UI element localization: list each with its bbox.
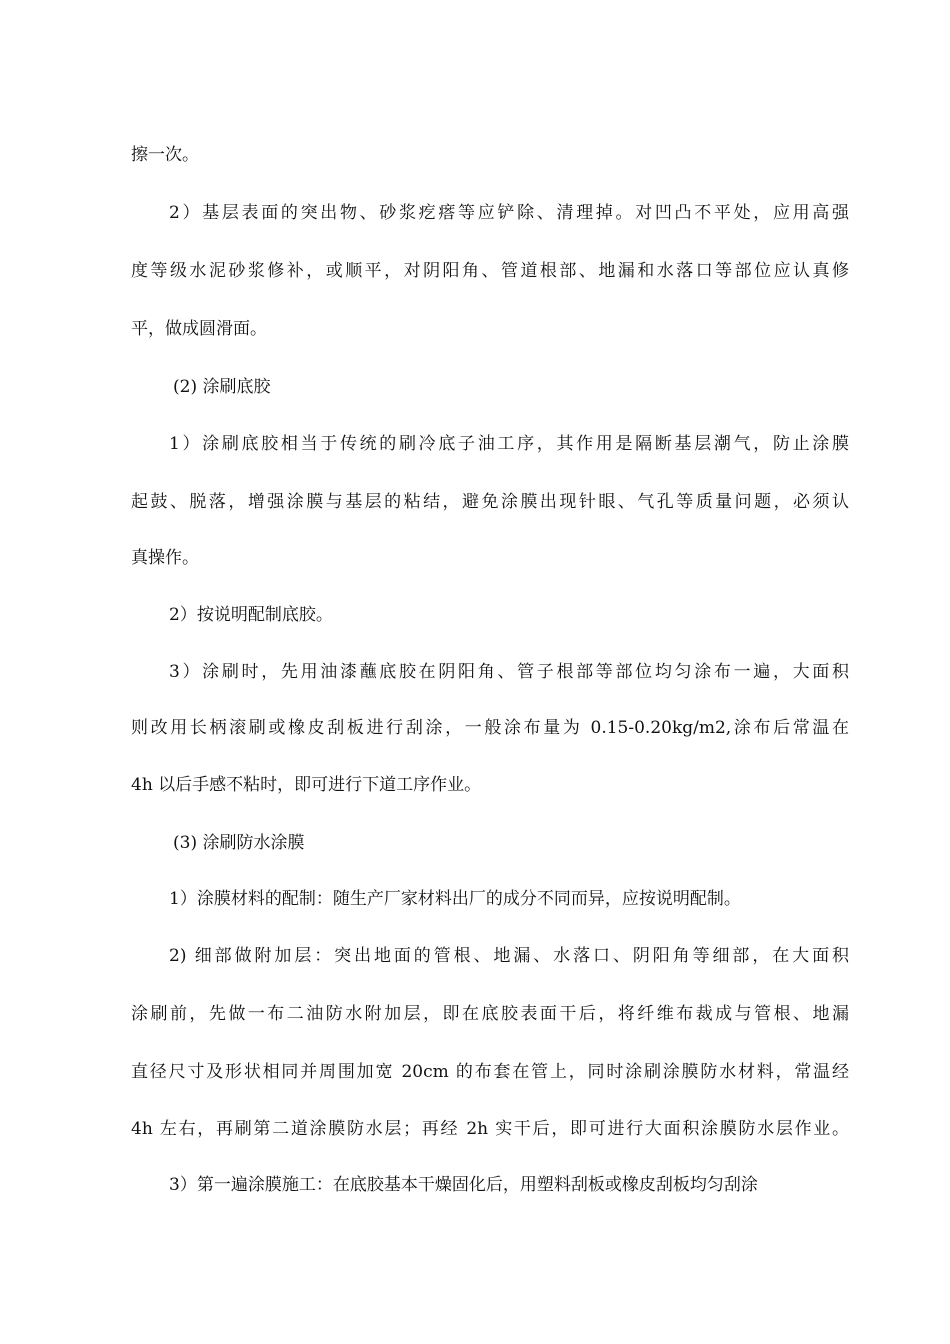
text-line: 涂刷前，先做一布二油防水附加层，即在底胶表面干后，将纤维布裁成与管根、地漏 (131, 1004, 849, 1024)
text-line: 擦一次。 (131, 145, 199, 165)
text-line: 度等级水泥砂浆修补，或顺平，对阴阳角、管道根部、地漏和水落口等部位应认真修 (131, 261, 849, 281)
text-line: 4h 左右，再刷第二道涂膜防水层；再经 2h 实干后，即可进行大面积涂膜防水层作业。 (131, 1119, 849, 1139)
text-line: 则改用长柄滚刷或橡皮刮板进行刮涂，一般涂布量为 0.15-0.20kg/m2,涂布后常温在 (131, 718, 849, 738)
text-line: 平，做成圆滑面。 (131, 319, 267, 339)
text-line: 直径尺寸及形状相同并周围加宽 20cm 的布套在管上，同时涂刷涂膜防水材料，常温经 (131, 1062, 849, 1082)
text-line: 2) 细部做附加层：突出地面的管根、地漏、水落口、阴阳角等细部，在大面积 (169, 946, 849, 966)
text-line: 1）涂刷底胶相当于传统的刷冷底子油工序，其作用是隔断基层潮气，防止涂膜 (169, 434, 849, 454)
text-line: 2）基层表面的突出物、砂浆疙瘩等应铲除、清理掉。对凹凸不平处，应用高强 (169, 203, 849, 223)
section-heading: (3) 涂刷防水涂膜 (173, 833, 305, 853)
text-line: 真操作。 (131, 548, 199, 568)
text-line: 3）第一遍涂膜施工：在底胶基本干燥固化后，用塑料刮板或橡皮刮板均匀刮涂 (169, 1175, 758, 1195)
text-line: 3）涂刷时，先用油漆蘸底胶在阴阳角、管子根部等部位均匀涂布一遍，大面积 (169, 662, 849, 682)
section-heading: (2) 涂刷底胶 (173, 377, 271, 397)
text-line: 1）涂膜材料的配制：随生产厂家材料出厂的成分不同而异，应按说明配制。 (169, 889, 741, 909)
text-line: 起鼓、脱落，增强涂膜与基层的粘结，避免涂膜出现针眼、气孔等质量问题，必须认 (131, 492, 849, 512)
text-line: 2）按说明配制底胶。 (169, 605, 333, 625)
text-line: 4h 以后手感不粘时，即可进行下道工序作业。 (131, 775, 482, 795)
